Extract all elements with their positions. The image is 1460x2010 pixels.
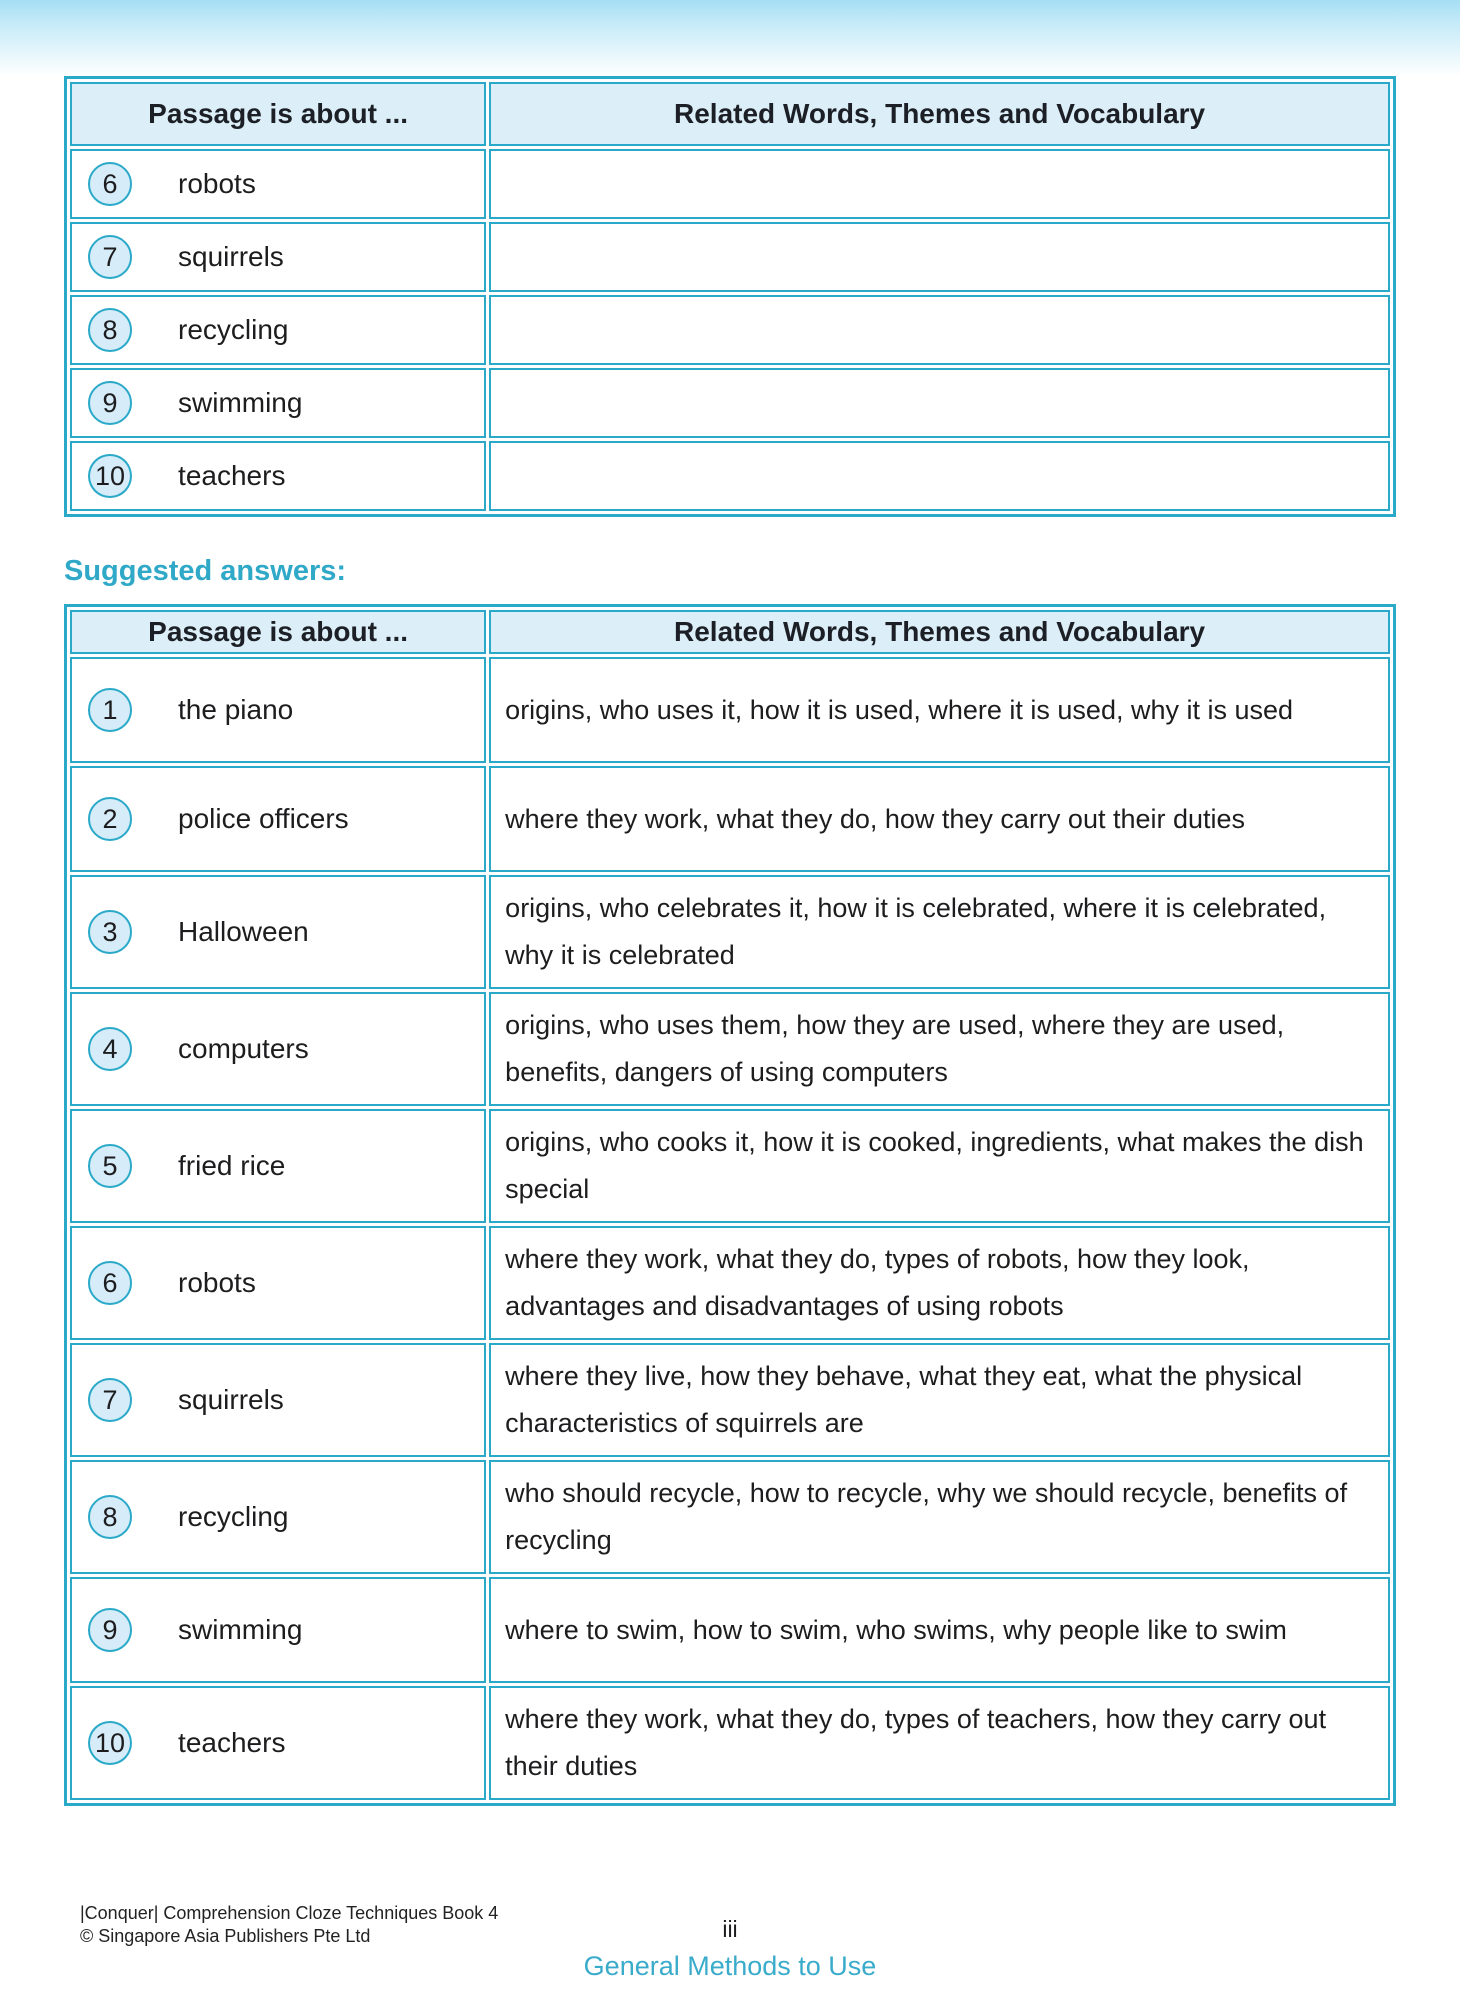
answer-cell: origins, who cooks it, how it is cooked, ingredients, what makes the dish special [489, 1109, 1390, 1223]
answer-cell: where they live, how they behave, what they eat, what the physical characteristics of squirrels are [489, 1343, 1390, 1457]
topic-label: swimming [178, 1614, 303, 1645]
table-row [70, 1460, 1390, 1574]
topic-label: squirrels [178, 1384, 284, 1415]
topic-label: police officers [178, 803, 349, 834]
table-row [70, 875, 1390, 989]
table-row [70, 1577, 1390, 1683]
item-number-badge: 7 [88, 235, 132, 279]
footer-page-number: iii [722, 1916, 738, 1942]
table-header-row [70, 82, 1390, 146]
answer-cell: who should recycle, how to recycle, why we should recycle, benefits of recycling [489, 1460, 1390, 1574]
topic-label: computers [178, 1033, 309, 1064]
item-number-badge: 8 [88, 1495, 132, 1539]
table-header-row [70, 610, 1390, 654]
item-number-badge: 6 [88, 162, 132, 206]
column-header-related-words: Related Words, Themes and Vocabulary [489, 82, 1390, 146]
answer-cell: origins, who uses them, how they are used, where they are used, benefits, dangers of using computers [489, 992, 1390, 1106]
table-row [70, 992, 1390, 1106]
answer-cell-blank [489, 222, 1390, 292]
table-row [70, 368, 1390, 438]
answer-cell-blank [489, 368, 1390, 438]
answer-cell: origins, who uses it, how it is used, where it is used, why it is used [489, 657, 1390, 763]
item-number-badge: 9 [88, 381, 132, 425]
item-number-badge: 10 [88, 454, 132, 498]
table-row [70, 766, 1390, 872]
table-row [70, 295, 1390, 365]
column-header-related-words: Related Words, Themes and Vocabulary [489, 610, 1390, 654]
table-row [70, 222, 1390, 292]
topic-label: the piano [178, 694, 294, 725]
item-number-badge: 2 [88, 797, 132, 841]
topic-label: robots [178, 1267, 256, 1298]
answer-cell-blank [489, 295, 1390, 365]
item-number-badge: 9 [88, 1608, 132, 1652]
topic-label: fried rice [178, 1150, 286, 1181]
answer-cell: where to swim, how to swim, who swims, why people like to swim [489, 1577, 1390, 1683]
footer-publisher: © Singapore Asia Publishers Pte Ltd [80, 1926, 371, 1946]
topic-label: Halloween [178, 916, 309, 947]
item-number-badge: 8 [88, 308, 132, 352]
table-row [70, 657, 1390, 763]
suggested-answers-heading: Suggested answers: [64, 555, 347, 587]
item-number-badge: 5 [88, 1144, 132, 1188]
answer-cell: origins, who celebrates it, how it is celebrated, where it is celebrated, why it is celebrated [489, 875, 1390, 989]
table-row [70, 1343, 1390, 1457]
table-row [70, 1686, 1390, 1800]
answer-cell: where they work, what they do, types of teachers, how they carry out their duties [489, 1686, 1390, 1800]
footer-book-title: |Conquer| Comprehension Cloze Techniques Book 4 [80, 1903, 499, 1923]
item-number-badge: 4 [88, 1027, 132, 1071]
topic-label: recycling [178, 314, 289, 345]
item-number-badge: 10 [88, 1721, 132, 1765]
topic-label: squirrels [178, 241, 284, 272]
table-row [70, 441, 1390, 511]
answer-cell: where they work, what they do, types of robots, how they look, advantages and disadvantages of using robots [489, 1226, 1390, 1340]
item-number-badge: 6 [88, 1261, 132, 1305]
column-header-passage: Passage is about ... [70, 610, 486, 654]
topic-label: robots [178, 168, 256, 199]
topic-label: teachers [178, 460, 286, 491]
table-row [70, 1109, 1390, 1223]
exercise-table [64, 76, 1396, 517]
answer-cell-blank [489, 149, 1390, 219]
footer-center [0, 1916, 1460, 1982]
table-row [70, 1226, 1390, 1340]
table-row [70, 149, 1390, 219]
item-number-badge: 1 [88, 688, 132, 732]
topic-label: swimming [178, 387, 303, 418]
footer-section-title: General Methods to Use [583, 1951, 877, 1981]
answers-table [64, 604, 1396, 1806]
answer-cell-blank [489, 441, 1390, 511]
item-number-badge: 3 [88, 910, 132, 954]
item-number-badge: 7 [88, 1378, 132, 1422]
column-header-passage: Passage is about ... [70, 82, 486, 146]
topic-label: teachers [178, 1727, 286, 1758]
answer-cell: where they work, what they do, how they carry out their duties [489, 766, 1390, 872]
topic-label: recycling [178, 1501, 289, 1532]
